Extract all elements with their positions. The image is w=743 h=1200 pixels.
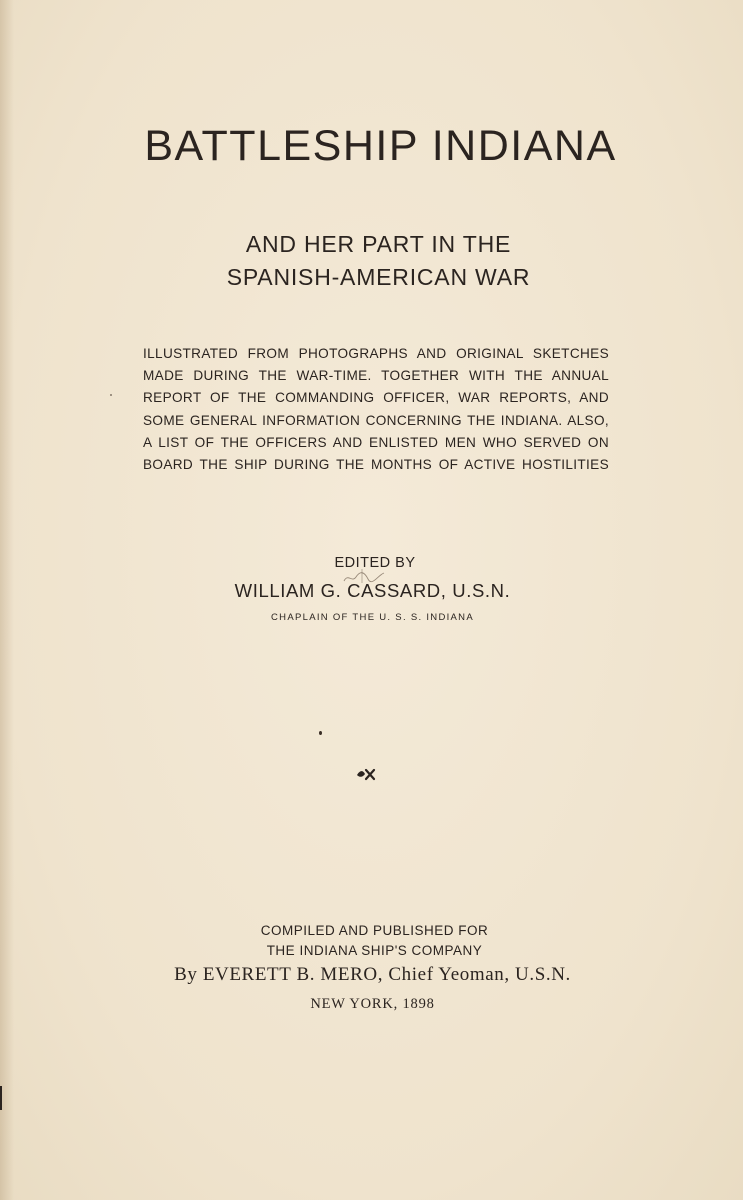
compiled-line-2: THE INDIANA SHIP'S COMPANY (266, 943, 483, 958)
book-title: BATTLESHIP INDIANA (144, 122, 617, 170)
description-line: MADE DURING THE WAR-TIME. TOGETHER WITH THE ANNUAL (143, 368, 609, 384)
compiled-line-1: COMPILED AND PUBLISHED FOR (260, 923, 489, 938)
book-description (143, 343, 609, 476)
book-subtitle (0, 228, 743, 294)
subtitle-line-2: SPANISH-AMERICAN WAR (226, 264, 531, 290)
description-line: REPORT OF THE COMMANDING OFFICER, WAR REPORTS, AND (143, 390, 609, 406)
compiled-statement (0, 921, 743, 961)
fleuron-icon (355, 766, 377, 782)
edited-by-label: EDITED BY (334, 555, 416, 571)
editor-name: WILLIAM G. CASSARD, U.S.N. (234, 580, 511, 601)
description-line: BOARD THE SHIP DURING THE MONTHS OF ACTIVE HOSTILITIES (143, 457, 609, 473)
ink-speck (319, 731, 322, 735)
editor-role: CHAPLAIN OF THE U. S. S. INDIANA (271, 612, 474, 623)
subtitle-line-1: AND HER PART IN THE (245, 231, 512, 257)
description-line: ILLUSTRATED FROM PHOTOGRAPHS AND ORIGINAL SKETCHES (143, 346, 609, 361)
description-line: SOME GENERAL INFORMATION CONCERNING THE INDIANA. ALSO, (143, 412, 609, 428)
place-and-date: NEW YORK, 1898 (310, 996, 435, 1012)
page-edge-mark (0, 1086, 2, 1110)
description-line: A LIST OF THE OFFICERS AND ENLISTED MEN WHO SERVED ON (143, 434, 609, 450)
ink-speck (110, 394, 112, 396)
publisher-line: By EVERETT B. MERO, Chief Yeoman, U.S.N. (174, 964, 571, 985)
